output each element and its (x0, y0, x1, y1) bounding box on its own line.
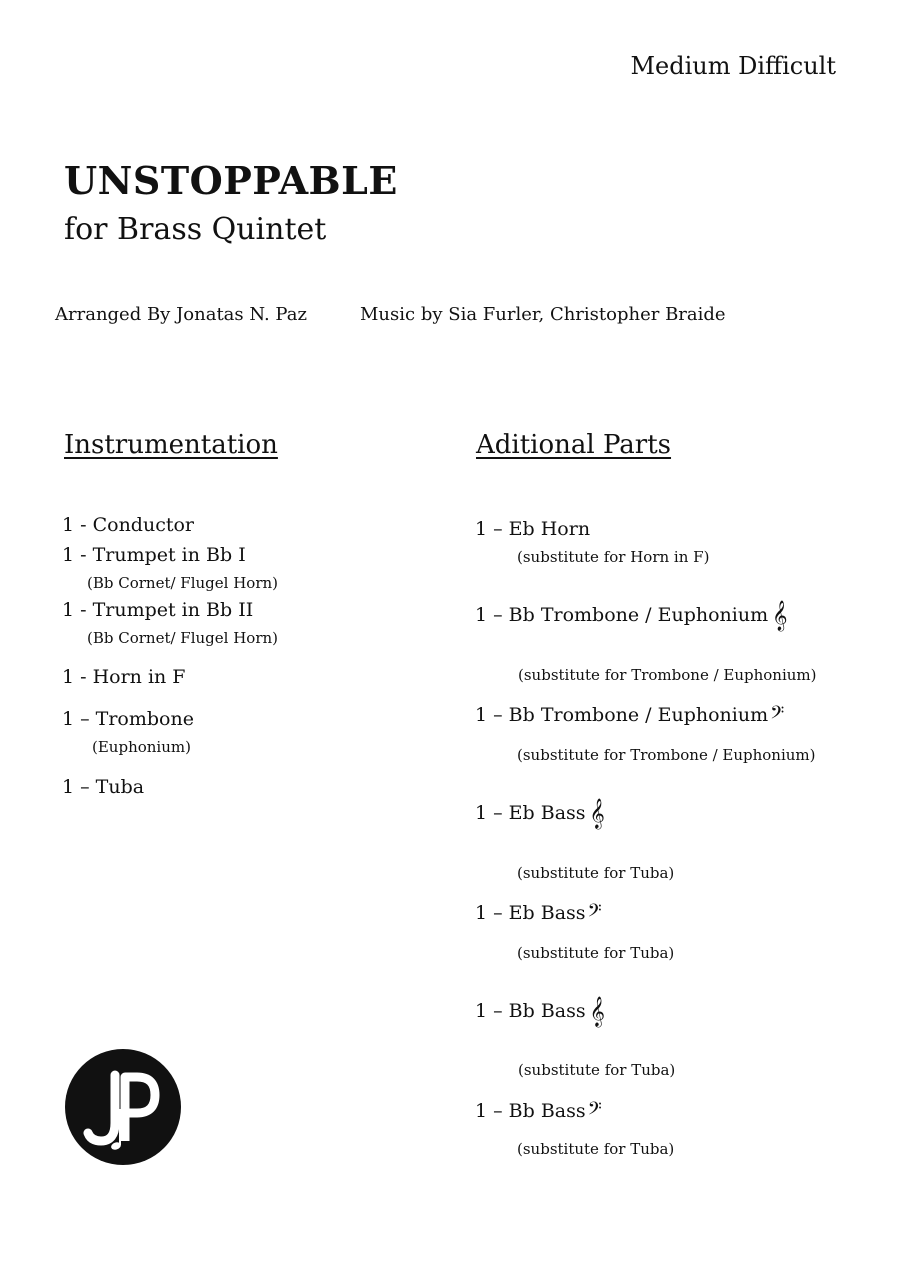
page-subtitle: for Brass Quintet (64, 212, 327, 247)
instrument-item: 1 - Conductor (62, 514, 194, 536)
jp-logo-icon (65, 1049, 181, 1165)
part-note: (substitute for Tuba) (517, 944, 675, 962)
part-label: 1 – Eb Bass (475, 902, 586, 924)
additional-parts-heading: Aditional Parts (476, 430, 672, 460)
instrument-note: (Bb Cornet/ Flugel Horn) (87, 574, 279, 592)
difficulty-label: Medium Difficult (630, 52, 836, 80)
part-note: (substitute for Tuba) (517, 1140, 675, 1158)
arranger-credit: Arranged By Jonatas N. Paz (55, 304, 307, 325)
part-note: (substitute for Tuba) (518, 1061, 676, 1079)
part-label: 1 – Bb Trombone / Euphonium (475, 704, 769, 726)
part-item (475, 801, 605, 827)
part-item (475, 902, 602, 925)
page-title: UNSTOPPABLE (64, 158, 398, 203)
instrument-item: 1 – Tuba (62, 776, 145, 798)
instrument-note: (Euphonium) (92, 738, 191, 756)
part-item (475, 999, 605, 1025)
part-note: (substitute for Horn in F) (517, 548, 710, 566)
part-item (475, 518, 590, 540)
part-item (475, 603, 788, 629)
part-label: 1 – Bb Bass (475, 1100, 586, 1122)
part-note: (substitute for Tuba) (517, 864, 675, 882)
instrument-item: 1 – Trombone (62, 708, 194, 730)
instrument-item: 1 - Horn in F (62, 666, 186, 688)
bass-clef-icon: 𝄢 (770, 703, 785, 728)
part-item (475, 1100, 602, 1123)
part-item (475, 704, 784, 727)
treble-clef-icon: 𝄞 (772, 601, 788, 631)
instrument-item: 1 - Trumpet in Bb II (62, 599, 254, 621)
treble-clef-icon: 𝄞 (589, 799, 605, 829)
part-label: 1 – Eb Horn (475, 518, 591, 540)
part-label: 1 – Bb Bass (475, 1000, 586, 1022)
bass-clef-icon: 𝄢 (587, 901, 602, 926)
treble-clef-icon: 𝄞 (589, 997, 605, 1027)
instrument-note: (Bb Cornet/ Flugel Horn) (87, 629, 279, 647)
part-note: (substitute for Trombone / Euphonium) (517, 746, 816, 764)
composer-credit: Music by Sia Furler, Christopher Braide (360, 304, 726, 325)
part-note: (substitute for Trombone / Euphonium) (518, 666, 817, 684)
part-label: 1 – Eb Bass (475, 802, 586, 824)
instrumentation-heading: Instrumentation (64, 430, 278, 460)
instrument-item: 1 - Trumpet in Bb I (62, 544, 246, 566)
part-label: 1 – Bb Trombone / Euphonium (475, 604, 769, 626)
bass-clef-icon: 𝄢 (587, 1099, 602, 1124)
